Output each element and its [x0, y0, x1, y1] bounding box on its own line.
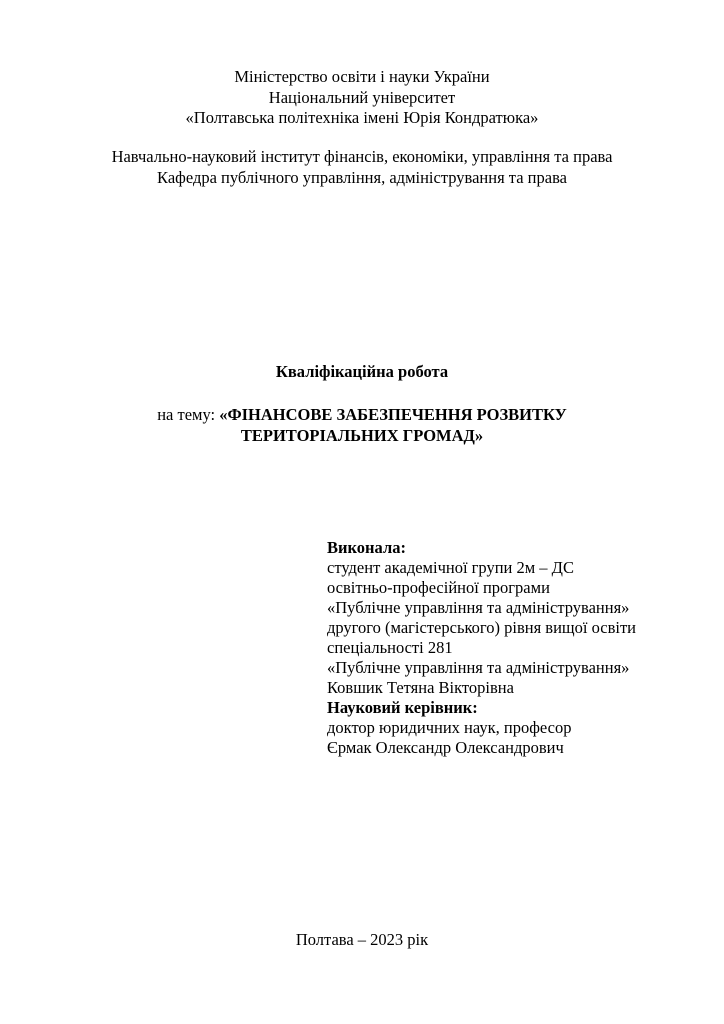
topic-line-2: ТЕРИТОРІАЛЬНИХ ГРОМАД»	[240, 425, 484, 445]
work-type-title: Кваліфікаційна робота	[275, 362, 449, 381]
department-line: Кафедра публічного управління, адміністрування та права	[157, 167, 567, 187]
topic-bold-part-1: «ФІНАНСОВЕ ЗАБЕЗПЕЧЕННЯ РОЗВИТКУ	[219, 405, 567, 424]
executor-line: спеціальності 281	[327, 638, 453, 657]
executor-name-line: Ковшик Тетяна Вікторівна	[327, 678, 514, 697]
topic-title	[0, 405, 724, 446]
institute-line: Навчально-науковий інститут фінансів, економіки, управління та права	[111, 147, 613, 166]
supervisor-label: Науковий керівник:	[327, 698, 478, 717]
ministry-line: Міністерство освіти і науки України	[234, 67, 490, 86]
supervisor-degree-line: доктор юридичних наук, професор	[327, 718, 572, 737]
executor-line: «Публічне управління та адміністрування»	[327, 658, 630, 677]
supervisor-name-line: Єрмак Олександр Олександрович	[327, 738, 564, 757]
executor-label: Виконала:	[327, 538, 406, 557]
executor-line: освітньо-професійної програми	[327, 578, 550, 597]
executor-line: другого (магістерського) рівня вищої освіти	[327, 618, 636, 637]
university-line: Національний університет	[268, 87, 456, 107]
topic-prefix: на тему:	[157, 405, 220, 424]
topic-line-1	[0, 405, 724, 426]
university-name-line: «Полтавська політехніка імені Юрія Кондратюка»	[185, 108, 539, 127]
department-header	[0, 147, 724, 188]
executor-block	[327, 538, 687, 758]
institution-header	[0, 67, 724, 129]
executor-line: «Публічне управління та адміністрування»	[327, 598, 630, 617]
city-year-footer: Полтава – 2023 рік	[295, 930, 429, 949]
executor-line: студент академічної групи 2м – ДС	[327, 558, 574, 577]
